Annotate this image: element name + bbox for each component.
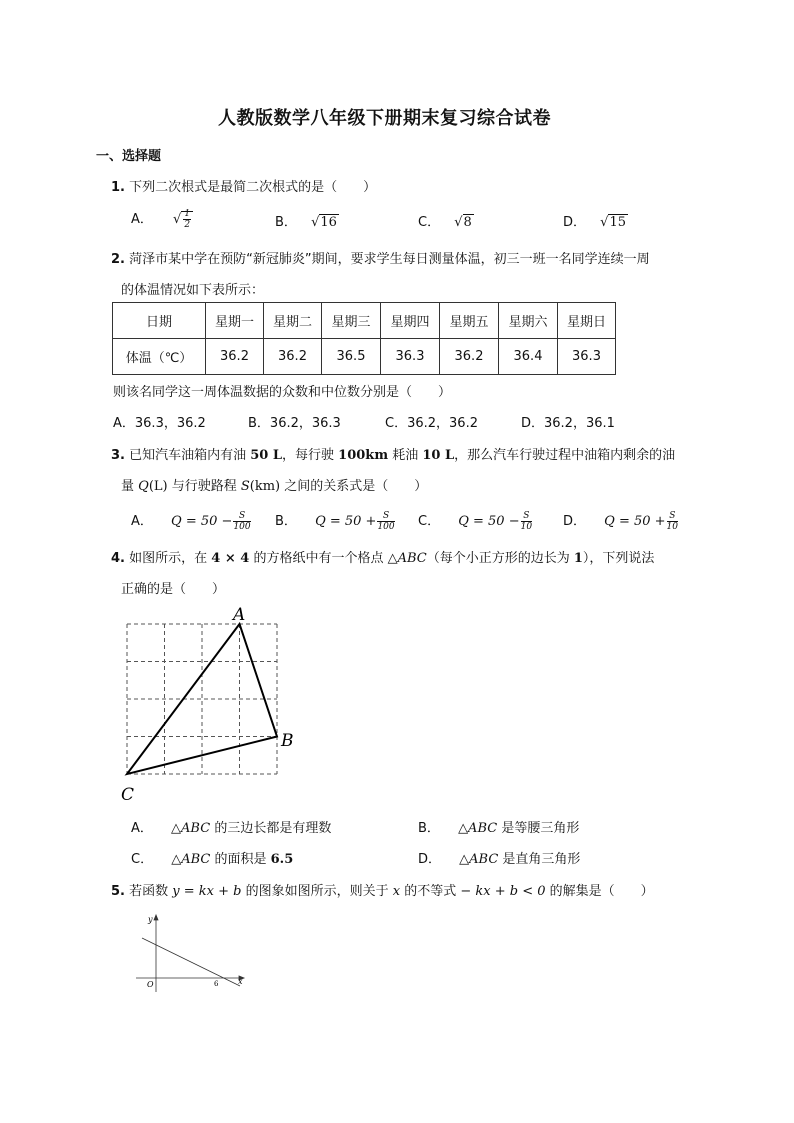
stem-text: 的方格纸中有一个格点 bbox=[249, 551, 388, 566]
table-cell: 日期 bbox=[113, 303, 206, 339]
option-value: 6.5 bbox=[270, 852, 294, 867]
table-cell: 星期六 bbox=[499, 303, 558, 339]
math-expression: y = kx + b bbox=[172, 884, 242, 899]
page-title: 人教版数学八年级下册期末复习综合试卷 bbox=[218, 108, 551, 129]
question-stem-cont bbox=[121, 475, 427, 494]
option-text: 的三边长都是有理数 bbox=[210, 821, 332, 836]
table-cell: 36.2 bbox=[440, 339, 499, 375]
origin-label: O bbox=[147, 980, 154, 989]
math-var: x bbox=[392, 884, 401, 899]
table-cell: 星期日 bbox=[558, 303, 616, 339]
stem-value: 50 L bbox=[250, 448, 283, 463]
dashed-grid bbox=[127, 624, 277, 774]
option-label: D． bbox=[563, 215, 587, 230]
option-text: 的面积是 bbox=[210, 852, 271, 867]
intercept-label: 6 bbox=[214, 980, 219, 988]
q1-option-d[interactable] bbox=[563, 211, 628, 230]
question-2 bbox=[111, 248, 650, 267]
table-cell: 星期二 bbox=[264, 303, 322, 339]
section-heading: 一、选择题 bbox=[96, 149, 162, 164]
table-cell: 36.4 bbox=[499, 339, 558, 375]
option-label: B． bbox=[275, 514, 297, 529]
sqrt-expression: √16 bbox=[311, 215, 337, 230]
math-var: S bbox=[240, 479, 250, 494]
option-label: D． bbox=[563, 514, 587, 529]
question-number: 4. bbox=[111, 551, 125, 566]
stem-text: 之间的关系式是（ ） bbox=[280, 479, 428, 494]
math-expression: △ABC bbox=[171, 852, 211, 867]
option-label: B． bbox=[418, 821, 440, 836]
question-stem-after: 则该名同学这一周体温数据的众数和中位数分别是（ ） bbox=[113, 385, 452, 400]
sqrt-expression: √8 bbox=[454, 215, 472, 230]
sqrt-expression: √ $\frac{1}{2}$ bbox=[173, 212, 193, 227]
question-stem: 菏泽市某中学在预防“新冠肺炎”期间，要求学生每日测量体温，初三一班一名同学连续一周 bbox=[129, 252, 650, 267]
table-cell: 星期五 bbox=[440, 303, 499, 339]
question-5 bbox=[111, 880, 654, 899]
math-expression: Q = 50 + bbox=[604, 514, 666, 529]
q3-option-b[interactable]: B． Q = 50 + $\frac{S}{100}$ bbox=[275, 511, 395, 532]
option-label: A． bbox=[131, 514, 153, 529]
math-var: Q bbox=[138, 479, 149, 494]
q2-option-d[interactable]: D．36.2，36.1 bbox=[521, 416, 615, 431]
question-stem-cont: 正确的是（ ） bbox=[121, 582, 226, 597]
linear-function-graph bbox=[128, 908, 258, 993]
stem-text: 如图所示，在 bbox=[129, 551, 212, 566]
y-axis-label: y bbox=[148, 915, 153, 924]
sqrt-expression: √15 bbox=[600, 215, 626, 230]
stem-text: 的图象如图所示，则关于 bbox=[241, 884, 393, 899]
stem-text: 已知汽车油箱内有油 bbox=[129, 448, 251, 463]
question-3 bbox=[111, 444, 675, 463]
stem-value: 100km bbox=[338, 448, 389, 463]
stem-text: 与行驶路程 bbox=[167, 479, 241, 494]
question-number: 3. bbox=[111, 448, 125, 463]
question-1 bbox=[111, 176, 376, 195]
stem-text: （每个小正方形的边长为 bbox=[426, 551, 574, 566]
q4-option-b[interactable] bbox=[418, 817, 579, 836]
math-expression: △ABC bbox=[171, 821, 211, 836]
math-unit: (L) bbox=[148, 479, 168, 494]
temperature-table bbox=[112, 302, 616, 375]
option-label: B． bbox=[275, 215, 297, 230]
question-stem: 下列二次根式是最简二次根式的是（ ） bbox=[129, 180, 377, 195]
q3-option-c[interactable]: C． Q = 50 − $\frac{S}{10}$ bbox=[418, 511, 533, 532]
stem-text: 若函数 bbox=[129, 884, 173, 899]
vertex-label-b: B bbox=[281, 731, 294, 751]
table-cell: 星期一 bbox=[206, 303, 264, 339]
table-cell: 36.3 bbox=[381, 339, 440, 375]
table-cell: 36.2 bbox=[206, 339, 264, 375]
math-unit: (km) bbox=[249, 479, 281, 494]
function-line bbox=[142, 938, 240, 986]
option-text: 是直角三角形 bbox=[498, 852, 581, 867]
question-number: 5. bbox=[111, 884, 125, 899]
vertex-label-c: C bbox=[121, 785, 135, 805]
vertex-label-a: A bbox=[233, 605, 246, 625]
stem-text: 的不等式 bbox=[400, 884, 461, 899]
math-expression: △ABC bbox=[387, 551, 427, 566]
option-text: 是等腰三角形 bbox=[497, 821, 580, 836]
q2-option-c[interactable]: C．36.2，36.2 bbox=[385, 416, 478, 431]
q3-option-a[interactable]: A． Q = 50 − $\frac{S}{100}$ bbox=[131, 511, 251, 532]
table-row bbox=[113, 303, 616, 339]
q2-option-b[interactable]: B．36.2，36.3 bbox=[248, 416, 341, 431]
option-label: A． bbox=[131, 212, 153, 227]
question-stem-cont: 的体温情况如下表所示： bbox=[121, 283, 265, 298]
table-cell: 星期四 bbox=[381, 303, 440, 339]
question-number: 1. bbox=[111, 180, 125, 195]
table-cell: 星期三 bbox=[322, 303, 381, 339]
math-expression: △ABC bbox=[459, 852, 499, 867]
option-label: C． bbox=[131, 852, 154, 867]
question-4 bbox=[111, 547, 654, 566]
stem-text: 耗油 bbox=[388, 448, 423, 463]
table-cell: 36.3 bbox=[558, 339, 616, 375]
stem-text: ），下列说法 bbox=[582, 551, 655, 566]
math-expression: Q = 50 − bbox=[171, 514, 233, 529]
stem-value: 4 × 4 bbox=[211, 551, 250, 566]
q4-option-a[interactable] bbox=[131, 817, 331, 836]
math-expression: Q = 50 + bbox=[315, 514, 377, 529]
stem-text: ，那么汽车行驶过程中油箱内剩余的油 bbox=[454, 448, 676, 463]
option-label: D． bbox=[418, 852, 442, 867]
math-expression: △ABC bbox=[458, 821, 498, 836]
table-row bbox=[113, 339, 616, 375]
q4-option-d[interactable] bbox=[418, 848, 580, 867]
table-cell: 36.5 bbox=[322, 339, 381, 375]
option-label: C． bbox=[418, 514, 441, 529]
table-cell: 体温（℃） bbox=[113, 339, 206, 375]
q3-option-d[interactable]: D． Q = 50 + $\frac{S}{10}$ bbox=[563, 511, 678, 532]
grid-triangle-figure bbox=[112, 600, 302, 810]
stem-text: 的解集是（ ） bbox=[545, 884, 654, 899]
stem-text: 量 bbox=[121, 479, 139, 494]
math-expression: Q = 50 − bbox=[458, 514, 520, 529]
question-number: 2. bbox=[111, 252, 125, 267]
q2-option-a[interactable]: A．36.3，36.2 bbox=[113, 416, 206, 431]
option-label: C． bbox=[418, 215, 441, 230]
math-expression: − kx + b < 0 bbox=[460, 884, 546, 899]
x-axis-label: x bbox=[238, 977, 243, 986]
q1-option-c[interactable] bbox=[418, 211, 474, 230]
table-cell: 36.2 bbox=[264, 339, 322, 375]
stem-value: 1 bbox=[573, 551, 583, 566]
y-axis-arrow bbox=[154, 915, 158, 920]
q1-option-b[interactable] bbox=[275, 211, 339, 230]
stem-value: 10 L bbox=[422, 448, 455, 463]
stem-text: ，每行驶 bbox=[282, 448, 339, 463]
q4-option-c[interactable] bbox=[131, 848, 293, 867]
q1-option-a[interactable] bbox=[131, 208, 193, 230]
option-label: A． bbox=[131, 821, 153, 836]
